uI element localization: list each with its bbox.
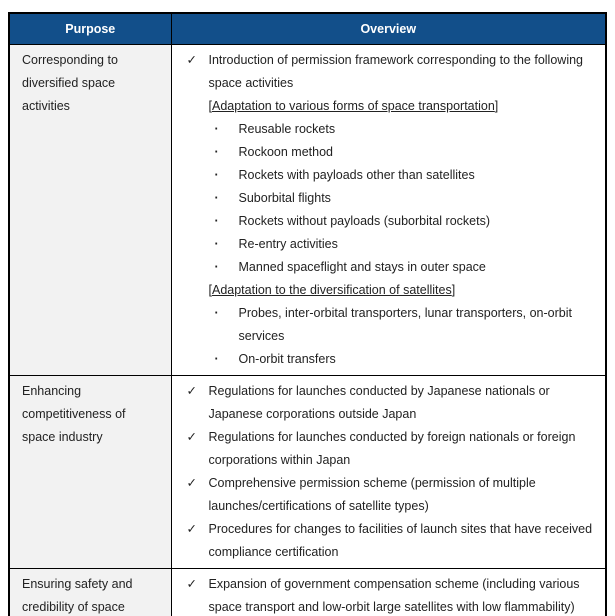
checkmark-icon: ✓ <box>186 384 197 398</box>
overview-cell <box>171 45 606 376</box>
bracket-heading <box>209 279 598 302</box>
check-item <box>187 380 598 426</box>
bracket-heading-text: Adaptation to the diversification of satellites <box>211 283 452 297</box>
purpose-cell: Ensuring safety and credibility of space <box>9 569 171 616</box>
check-item <box>187 49 598 95</box>
purpose-cell: Enhancing competitiveness of space industry <box>9 376 171 569</box>
bullet-dot-icon: · <box>214 145 219 159</box>
bullet-item <box>215 348 598 371</box>
checkmark-icon: ✓ <box>186 430 197 444</box>
bullet-dot-icon: · <box>214 237 219 251</box>
checkmark-icon: ✓ <box>186 577 197 591</box>
purpose-overview-table <box>8 12 607 616</box>
bracket-close: ] <box>451 283 456 297</box>
bullet-item <box>215 141 598 164</box>
item-text: Regulations for launches conducted by Japanese nationals or Japanese corporations outside Japan <box>208 384 550 421</box>
bullet-dot-icon: · <box>214 306 219 320</box>
item-text: Rockoon method <box>238 145 334 159</box>
bracket-close: ] <box>494 99 499 113</box>
bullet-item <box>215 302 598 348</box>
bullet-dot-icon: · <box>214 191 219 205</box>
check-item <box>187 426 598 472</box>
item-text: Reusable rockets <box>238 122 336 136</box>
item-text: Suborbital flights <box>238 191 331 205</box>
bullet-item <box>215 118 598 141</box>
bracket-heading-text: Adaptation to various forms of space transportation <box>211 99 495 113</box>
item-text: Regulations for launches conducted by foreign nationals or foreign corporations within Japan <box>208 430 576 467</box>
item-text: Rockets with payloads other than satellites <box>238 168 475 182</box>
purpose-cell: Corresponding to diversified space activities <box>9 45 171 376</box>
table-header-row <box>9 13 606 45</box>
column-header-overview: Overview <box>171 13 606 45</box>
bracket-open: [ <box>208 283 212 297</box>
bullet-item <box>215 187 598 210</box>
bullet-dot-icon: · <box>214 352 219 366</box>
table-row <box>9 569 606 616</box>
bullet-dot-icon: · <box>214 260 219 274</box>
overview-cell <box>171 376 606 569</box>
table-row <box>9 45 606 376</box>
item-text: Introduction of permission framework corresponding to the following space activities <box>208 53 583 90</box>
bullet-dot-icon: · <box>214 122 219 136</box>
overview-cell <box>171 569 606 616</box>
bullet-item <box>215 256 598 279</box>
item-text: Probes, inter-orbital transporters, lunar transporters, on-orbit services <box>238 306 572 343</box>
item-text: Manned spaceflight and stays in outer space <box>238 260 486 274</box>
item-text: Expansion of government compensation scheme (including various space transport and low-orbit large satellites with low flammability) <box>208 577 580 614</box>
table-row <box>9 376 606 569</box>
checkmark-icon: ✓ <box>186 53 197 67</box>
bracket-heading <box>209 95 598 118</box>
check-item <box>187 518 598 564</box>
checkmark-icon: ✓ <box>186 476 197 490</box>
table-body <box>9 45 606 616</box>
check-item <box>187 573 598 616</box>
item-text: Re-entry activities <box>238 237 338 251</box>
item-text: Procedures for changes to facilities of launch sites that have received compliance certification <box>208 522 593 559</box>
checkmark-icon: ✓ <box>186 522 197 536</box>
check-item <box>187 472 598 518</box>
bullet-item <box>215 233 598 256</box>
item-text: Rockets without payloads (suborbital rockets) <box>238 214 491 228</box>
item-text: Comprehensive permission scheme (permission of multiple launches/certifications of satellite types) <box>208 476 536 513</box>
bullet-dot-icon: · <box>214 168 219 182</box>
item-text: On-orbit transfers <box>238 352 336 366</box>
bullet-item <box>215 164 598 187</box>
bullet-item <box>215 210 598 233</box>
bullet-dot-icon: · <box>214 214 219 228</box>
column-header-purpose: Purpose <box>9 13 171 45</box>
bracket-open: [ <box>208 99 212 113</box>
